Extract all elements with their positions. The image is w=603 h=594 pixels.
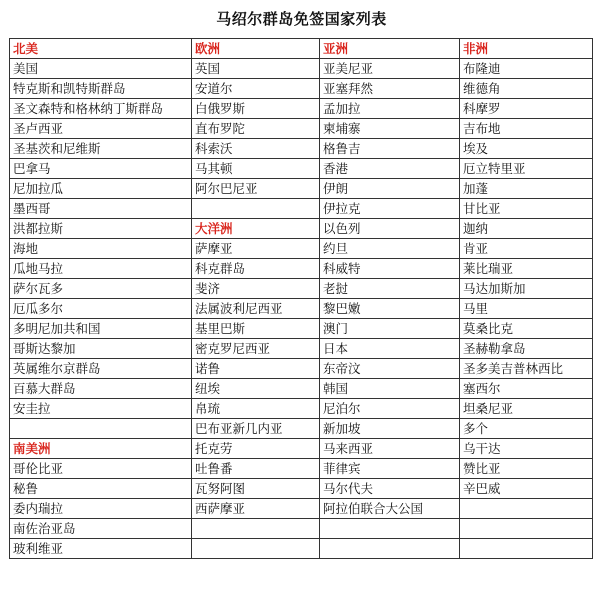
country-cell: 哥伦比亚 xyxy=(10,459,192,479)
region-header-cell: 亚洲 xyxy=(320,39,460,59)
table-row xyxy=(10,199,593,219)
country-cell: 圣文森特和格林纳丁斯群岛 xyxy=(10,99,192,119)
country-cell: 塞西尔 xyxy=(460,379,593,399)
country-cell: 阿尔巴尼亚 xyxy=(192,179,320,199)
country-cell: 澳门 xyxy=(320,319,460,339)
country-cell: 甘比亚 xyxy=(460,199,593,219)
country-cell: 英国 xyxy=(192,59,320,79)
country-cell: 约旦 xyxy=(320,239,460,259)
empty-cell xyxy=(320,539,460,559)
country-cell: 莫桑比克 xyxy=(460,319,593,339)
table-row xyxy=(10,39,593,59)
country-cell: 瓦努阿图 xyxy=(192,479,320,499)
table-body xyxy=(10,39,593,559)
table-row xyxy=(10,99,593,119)
country-cell: 亚塞拜然 xyxy=(320,79,460,99)
country-cell: 基里巴斯 xyxy=(192,319,320,339)
country-cell: 安道尔 xyxy=(192,79,320,99)
empty-cell xyxy=(460,519,593,539)
country-cell: 帛琉 xyxy=(192,399,320,419)
country-cell: 加蓬 xyxy=(460,179,593,199)
country-cell: 尼泊尔 xyxy=(320,399,460,419)
country-cell: 瓜地马拉 xyxy=(10,259,192,279)
country-cell: 多明尼加共和国 xyxy=(10,319,192,339)
table-row xyxy=(10,159,593,179)
table-row xyxy=(10,359,593,379)
country-cell: 百慕大群岛 xyxy=(10,379,192,399)
country-cell: 科威特 xyxy=(320,259,460,279)
table-row xyxy=(10,439,593,459)
country-cell: 洪都拉斯 xyxy=(10,219,192,239)
country-cell: 维德角 xyxy=(460,79,593,99)
country-cell: 玻利维亚 xyxy=(10,539,192,559)
country-cell: 菲律宾 xyxy=(320,459,460,479)
empty-cell xyxy=(192,539,320,559)
empty-cell xyxy=(192,519,320,539)
country-cell: 多个 xyxy=(460,419,593,439)
country-cell: 柬埔寨 xyxy=(320,119,460,139)
region-header-cell: 欧洲 xyxy=(192,39,320,59)
country-cell: 诺鲁 xyxy=(192,359,320,379)
country-cell: 辛巴威 xyxy=(460,479,593,499)
table-row xyxy=(10,279,593,299)
country-cell: 莱比瑞亚 xyxy=(460,259,593,279)
country-cell: 老挝 xyxy=(320,279,460,299)
table-row xyxy=(10,239,593,259)
country-cell: 孟加拉 xyxy=(320,99,460,119)
country-cell: 伊拉克 xyxy=(320,199,460,219)
country-cell: 马尔代夫 xyxy=(320,479,460,499)
table-row xyxy=(10,259,593,279)
country-cell: 吉布地 xyxy=(460,119,593,139)
country-cell: 斐济 xyxy=(192,279,320,299)
table-row xyxy=(10,299,593,319)
country-cell: 圣基茨和尼维斯 xyxy=(10,139,192,159)
country-cell: 阿拉伯联合大公国 xyxy=(320,499,460,519)
country-cell: 乌干达 xyxy=(460,439,593,459)
table-row xyxy=(10,379,593,399)
empty-cell xyxy=(460,499,593,519)
country-cell: 厄瓜多尔 xyxy=(10,299,192,319)
country-cell: 马来西亚 xyxy=(320,439,460,459)
country-cell: 圣赫勒拿岛 xyxy=(460,339,593,359)
country-cell: 黎巴嫩 xyxy=(320,299,460,319)
country-cell: 巴布亚新几内亚 xyxy=(192,419,320,439)
table-row xyxy=(10,319,593,339)
country-cell: 马里 xyxy=(460,299,593,319)
country-cell: 格鲁吉 xyxy=(320,139,460,159)
country-cell: 亚美尼亚 xyxy=(320,59,460,79)
table-row xyxy=(10,79,593,99)
empty-cell xyxy=(320,519,460,539)
table-row xyxy=(10,459,593,479)
country-cell: 南佐治亚岛 xyxy=(10,519,192,539)
region-header-cell: 非洲 xyxy=(460,39,593,59)
table-row xyxy=(10,139,593,159)
table-row xyxy=(10,179,593,199)
country-cell: 墨西哥 xyxy=(10,199,192,219)
country-cell: 白俄罗斯 xyxy=(192,99,320,119)
country-cell: 赞比亚 xyxy=(460,459,593,479)
table-row xyxy=(10,499,593,519)
country-cell: 迦纳 xyxy=(460,219,593,239)
country-cell: 美国 xyxy=(10,59,192,79)
visa-free-country-table xyxy=(9,38,593,559)
country-cell: 纽埃 xyxy=(192,379,320,399)
country-cell: 伊朗 xyxy=(320,179,460,199)
region-header-cell: 北美 xyxy=(10,39,192,59)
country-cell: 马达加斯加 xyxy=(460,279,593,299)
country-cell: 海地 xyxy=(10,239,192,259)
empty-cell xyxy=(10,419,192,439)
country-cell: 安圭拉 xyxy=(10,399,192,419)
table-row xyxy=(10,519,593,539)
table-row xyxy=(10,399,593,419)
country-cell: 委内瑞拉 xyxy=(10,499,192,519)
country-cell: 圣卢西亚 xyxy=(10,119,192,139)
country-cell: 新加坡 xyxy=(320,419,460,439)
country-cell: 尼加拉瓜 xyxy=(10,179,192,199)
empty-cell xyxy=(192,199,320,219)
country-cell: 吐鲁番 xyxy=(192,459,320,479)
country-cell: 东帝汶 xyxy=(320,359,460,379)
table-row xyxy=(10,479,593,499)
empty-cell xyxy=(460,539,593,559)
country-cell: 肯亚 xyxy=(460,239,593,259)
country-cell: 西萨摩亚 xyxy=(192,499,320,519)
country-cell: 厄立特里亚 xyxy=(460,159,593,179)
table-row xyxy=(10,339,593,359)
country-cell: 以色列 xyxy=(320,219,460,239)
country-cell: 直布罗陀 xyxy=(192,119,320,139)
country-cell: 秘鲁 xyxy=(10,479,192,499)
table-row xyxy=(10,219,593,239)
country-cell: 法属波利尼西亚 xyxy=(192,299,320,319)
country-cell: 韩国 xyxy=(320,379,460,399)
country-cell: 巴拿马 xyxy=(10,159,192,179)
country-cell: 布隆迪 xyxy=(460,59,593,79)
table-row xyxy=(10,119,593,139)
country-cell: 托克劳 xyxy=(192,439,320,459)
country-cell: 埃及 xyxy=(460,139,593,159)
country-cell: 日本 xyxy=(320,339,460,359)
country-cell: 哥斯达黎加 xyxy=(10,339,192,359)
table-row xyxy=(10,59,593,79)
country-cell: 坦桑尼亚 xyxy=(460,399,593,419)
country-cell: 圣多美吉普林西比 xyxy=(460,359,593,379)
country-cell: 香港 xyxy=(320,159,460,179)
page-title: 马绍尔群岛免签国家列表 xyxy=(216,10,387,28)
country-cell: 科索沃 xyxy=(192,139,320,159)
country-cell: 密克罗尼西亚 xyxy=(192,339,320,359)
table-row xyxy=(10,539,593,559)
country-cell: 特克斯和凯特斯群岛 xyxy=(10,79,192,99)
country-cell: 马其顿 xyxy=(192,159,320,179)
country-cell: 科克群岛 xyxy=(192,259,320,279)
country-cell: 英属维尔京群岛 xyxy=(10,359,192,379)
country-cell: 萨摩亚 xyxy=(192,239,320,259)
table-row xyxy=(10,419,593,439)
country-cell: 萨尔瓦多 xyxy=(10,279,192,299)
region-header-cell: 南美洲 xyxy=(10,439,192,459)
region-header-cell: 大洋洲 xyxy=(192,219,320,239)
country-cell: 科摩罗 xyxy=(460,99,593,119)
